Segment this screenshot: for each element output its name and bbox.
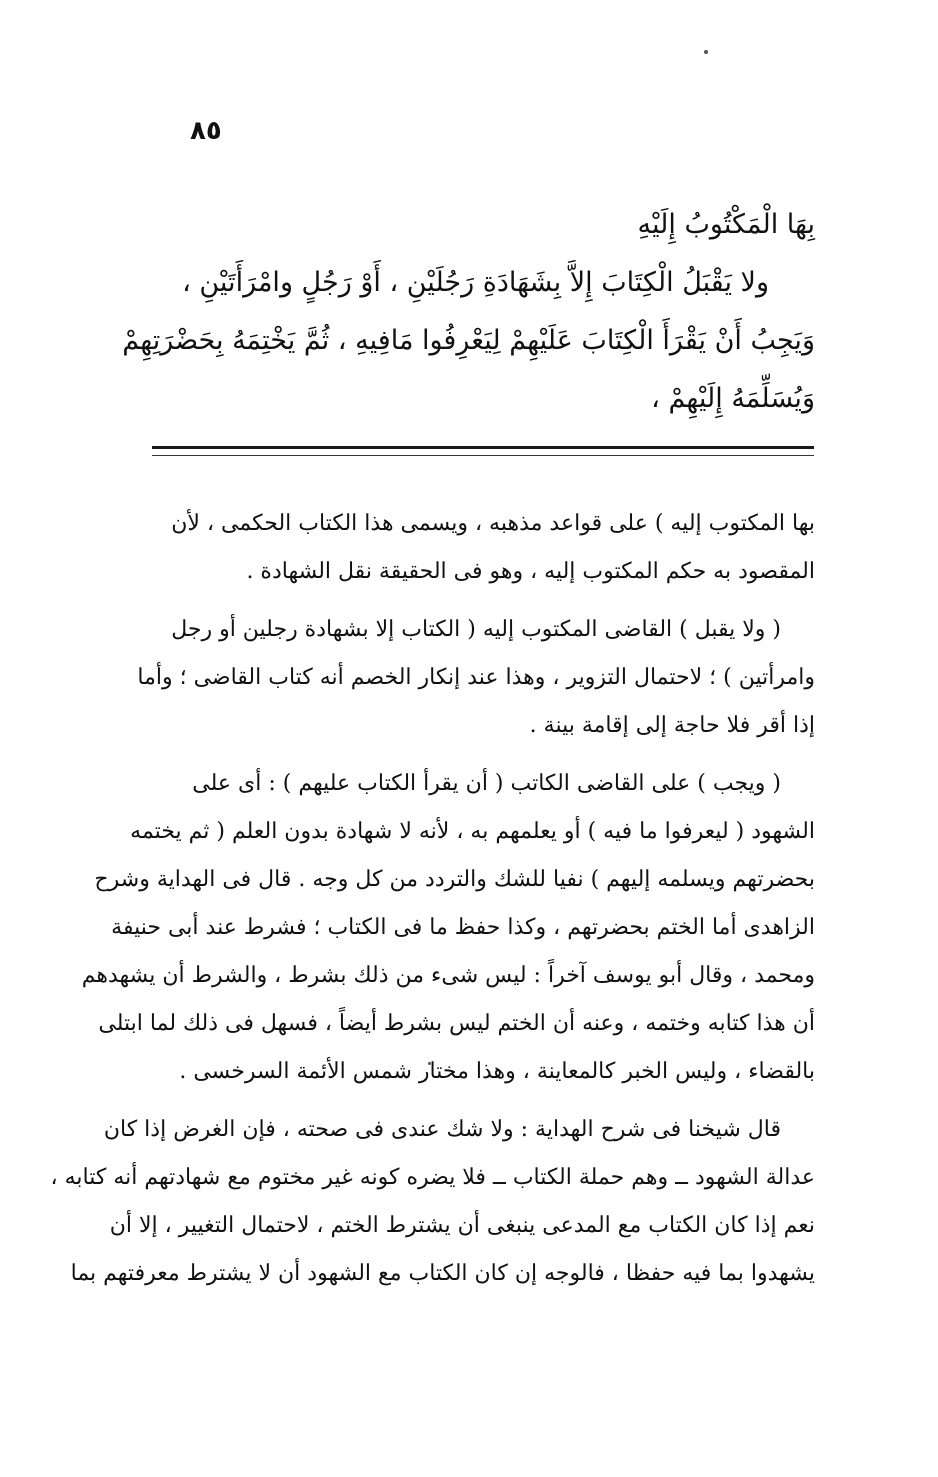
commentary-line: وامرأتين ) ؛ لاحتمال التزوير ، وهذا عند إنكار الخصم أنه كتاب القاضى ؛ وأما: [137, 665, 815, 690]
commentary-line: بالقضاء ، وليس الخبر كالمعاينة ، وهذا مختار شمس الأئمة السرخسى .: [179, 1059, 815, 1084]
commentary-line: الشهود ( ليعرفوا ما فيه ) أو يعلمهم به ، لأنه لا شهادة بدون العلم ( ثم يختمه: [130, 819, 815, 844]
commentary-line: ومحمد ، وقال أبو يوسف آخراً : ليس شىء من ذلك بشرط ، والشرط أن يشهدهم: [81, 963, 815, 988]
main-text-line: بِهَا الْمَكْتُوبُ إِلَيْهِ: [637, 209, 815, 240]
commentary-paragraph: [81, 760, 815, 1096]
commentary-paragraph: [137, 606, 815, 750]
commentary-line: بها المكتوب إليه ) على قواعد مذهبه ، ويسمى هذا الكتاب الحكمى ، لأن: [171, 511, 815, 536]
commentary-line: أن هذا كتابه وختمه ، وعنه أن الختم ليس بشرط أيضاً ، فسهل فى ذلك لما ابتلى: [98, 1011, 815, 1036]
commentary-line: بحضرتهم ويسلمه إليهم ) نفيا للشك والتردد من كل وجه . قال فى الهداية وشرح: [94, 867, 815, 892]
commentary-line: يشهدوا بما فيه حفظا ، فالوجه إن كان الكتاب مع الشهود أن لا يشترط معرفتهم بما: [70, 1261, 815, 1286]
commentary-line: ( ولا يقبل ) القاضى المكتوب إليه ( الكتاب إلا بشهادة رجلين أو رجل: [171, 617, 781, 642]
main-text-line: وَيَجِبُ أَنْ يَقْرَأَ الْكِتَابَ عَلَيْهِمْ لِيَعْرِفُوا مَافِيهِ ، ثُمَّ يَخْتِمَهُ بِحَضْرَتِهِمْ: [122, 325, 815, 356]
commentary-line: عدالة الشهود ــ وهم حملة الكتاب ــ فلا يضره كونه غير مختوم مع شهادتهم أنه كتابه ،: [50, 1165, 815, 1190]
section-divider: [152, 446, 814, 449]
commentary-line: المقصود به حكم المكتوب إليه ، وهو فى الحقيقة نقل الشهادة .: [246, 559, 815, 584]
commentary-line: ( ويجب ) على القاضى الكاتب ( أن يقرأ الكتاب عليهم ) : أى على: [192, 771, 781, 796]
page-number: ٨٥: [190, 116, 222, 146]
main-text-line: وَيُسَلِّمَهُ إِلَيْهِمْ ،: [651, 383, 815, 414]
commentary-paragraph: [150, 500, 815, 596]
commentary-line: قال شيخنا فى شرح الهداية : ولا شك عندى فى صحته ، فإن الغرض إذا كان: [103, 1117, 781, 1142]
commentary-line: نعم إذا كان الكتاب مع المدعى ينبغى أن يشترط الختم ، لاحتمال التغيير ، إلا أن: [109, 1213, 815, 1238]
section-divider-thin: [152, 455, 814, 456]
commentary-paragraph: [50, 1106, 815, 1298]
commentary-text: [50, 500, 815, 1308]
ink-speck: [704, 50, 708, 54]
main-text: [122, 196, 815, 428]
commentary-line: الزاهدى أما الختم بحضرتهم ، وكذا حفظ ما فى الكتاب ؛ فشرط عند أبى حنيفة: [111, 915, 815, 940]
commentary-line: إذا أقر فلا حاجة إلى إقامة بينة .: [529, 713, 815, 738]
main-text-line: ولا يَقْبَلُ الْكِتَابَ إِلاَّ بِشَهَادَةِ رَجُلَيْنِ ، أَوْ رَجُلٍ وامْرَأَتَيْنِ ،: [182, 267, 769, 298]
